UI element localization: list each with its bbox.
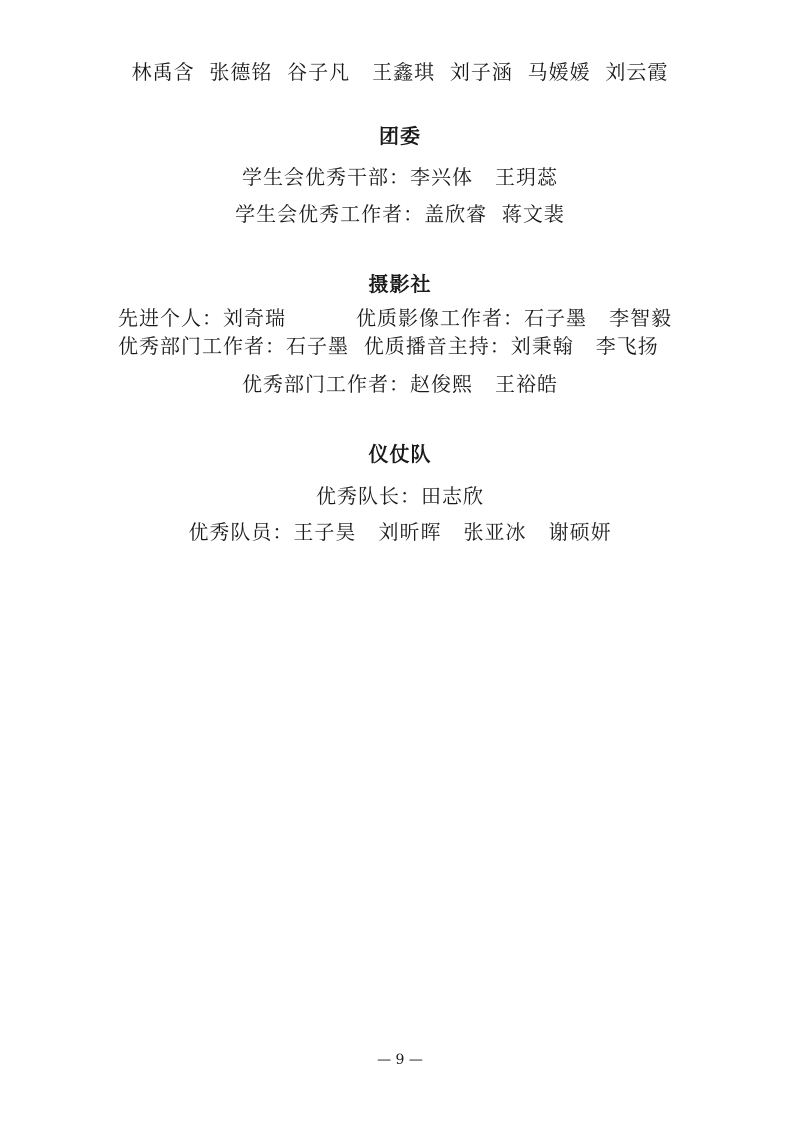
photo-row-2: 优秀部门工作者：石子墨 优质播音主持：刘秉翰 李飞扬 (118, 334, 659, 358)
league-line-1: 学生会优秀干部：李兴体 王玥蕊 (241, 165, 559, 189)
league-line-2: 学生会优秀工作者：盖欣睿 蒋文裴 (235, 202, 565, 226)
photo-row-1-right: 优质影像工作者：石子墨 李智毅 (356, 306, 673, 330)
page-number: — 9 — (377, 1052, 423, 1068)
honor-guard-heading: 仪仗队 (368, 442, 432, 466)
photo-row-1-left: 先进个人：刘奇瑞 (118, 306, 286, 330)
photo-heading: 摄影社 (368, 272, 432, 296)
league-heading: 团委 (379, 124, 421, 148)
photo-row-3: 优秀部门工作者：赵俊熙 王裕皓 (241, 372, 559, 396)
honor-guard-line-2: 优秀队员：王子昊 刘昕晖 张亚冰 谢硕妍 (188, 520, 612, 544)
top-names-line: 林禹含 张德铭 谷子凡 王鑫琪 刘子涵 马媛媛 刘云霞 (131, 60, 669, 84)
honor-guard-line-1: 优秀队长：田志欣 (316, 484, 484, 508)
